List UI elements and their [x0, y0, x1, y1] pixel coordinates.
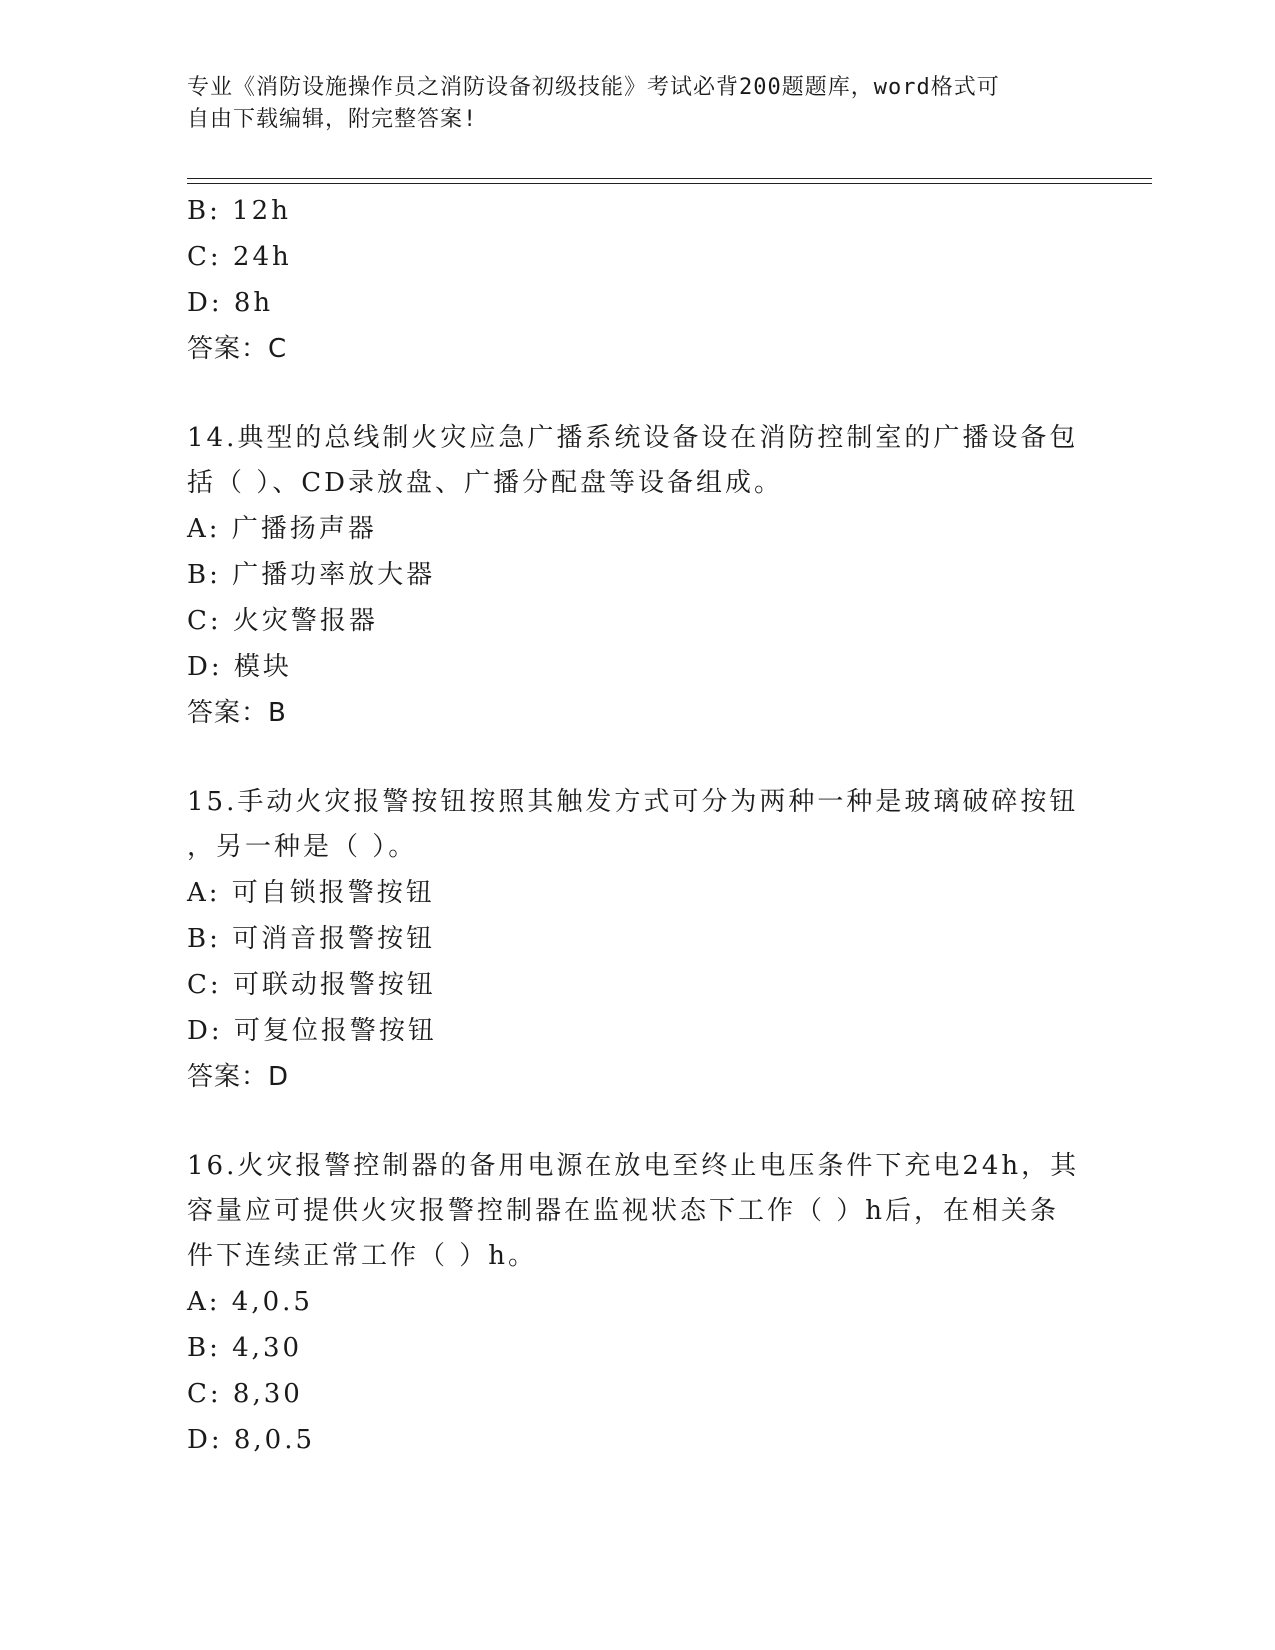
- option-c: C: 火灾警报器: [187, 606, 378, 636]
- option-d: D: 8h: [187, 288, 274, 318]
- option-d: D: 8,0.5: [187, 1425, 316, 1455]
- question-stem-line: 16.火灾报警控制器的备用电源在放电至终止电压条件下充电24h，其: [187, 1151, 1080, 1181]
- answer-line: 答案：D: [187, 1062, 290, 1092]
- option-b: B: 广播功率放大器: [187, 560, 436, 590]
- question-15: [187, 780, 1087, 1100]
- option-a: A: 可自锁报警按钮: [187, 878, 435, 908]
- page-header: [187, 72, 1067, 136]
- option-a: A: 4,0.5: [187, 1287, 313, 1317]
- question-16: [187, 1144, 1087, 1463]
- question-stem-line: 容量应可提供火灾报警控制器在监视状态下工作（ ）h后，在相关条: [187, 1196, 1060, 1226]
- question-stem-line: 括（ ）、CD录放盘、广播分配盘等设备组成。: [187, 468, 784, 498]
- question-content: [187, 188, 1087, 1463]
- answer-line: 答案：B: [187, 698, 287, 728]
- spacer: [187, 1100, 1087, 1144]
- answer-line: 答案：C: [187, 334, 288, 364]
- question-14: [187, 416, 1087, 736]
- header-divider-bottom: [187, 183, 1152, 184]
- question-stem-line: 14.典型的总线制火灾应急广播系统设备设在消防控制室的广播设备包: [187, 423, 1079, 453]
- option-a: A: 广播扬声器: [187, 514, 377, 544]
- header-divider-top: [187, 178, 1152, 179]
- header-title-line-2: 自由下载编辑，附完整答案!: [187, 107, 478, 132]
- spacer: [187, 372, 1087, 416]
- option-b: B: 12h: [187, 196, 291, 226]
- question-stem-line: 15.手动火灾报警按钮按照其触发方式可分为两种一种是玻璃破碎按钮: [187, 787, 1079, 817]
- question-stem-line: 件下连续正常工作（ ）h。: [187, 1241, 538, 1271]
- question-13-tail: [187, 188, 1087, 372]
- option-c: C: 8,30: [187, 1379, 303, 1409]
- option-d: D: 模块: [187, 652, 292, 682]
- option-c: C: 可联动报警按钮: [187, 970, 436, 1000]
- spacer: [187, 736, 1087, 780]
- question-stem-line: ，另一种是（ ）。: [187, 832, 418, 862]
- header-title-line-1: 专业《消防设施操作员之消防设备初级技能》考试必背200题题库，word格式可: [187, 75, 1000, 100]
- option-c: C: 24h: [187, 242, 292, 272]
- option-d: D: 可复位报警按钮: [187, 1016, 437, 1046]
- option-b: B: 4,30: [187, 1333, 303, 1363]
- option-b: B: 可消音报警按钮: [187, 924, 436, 954]
